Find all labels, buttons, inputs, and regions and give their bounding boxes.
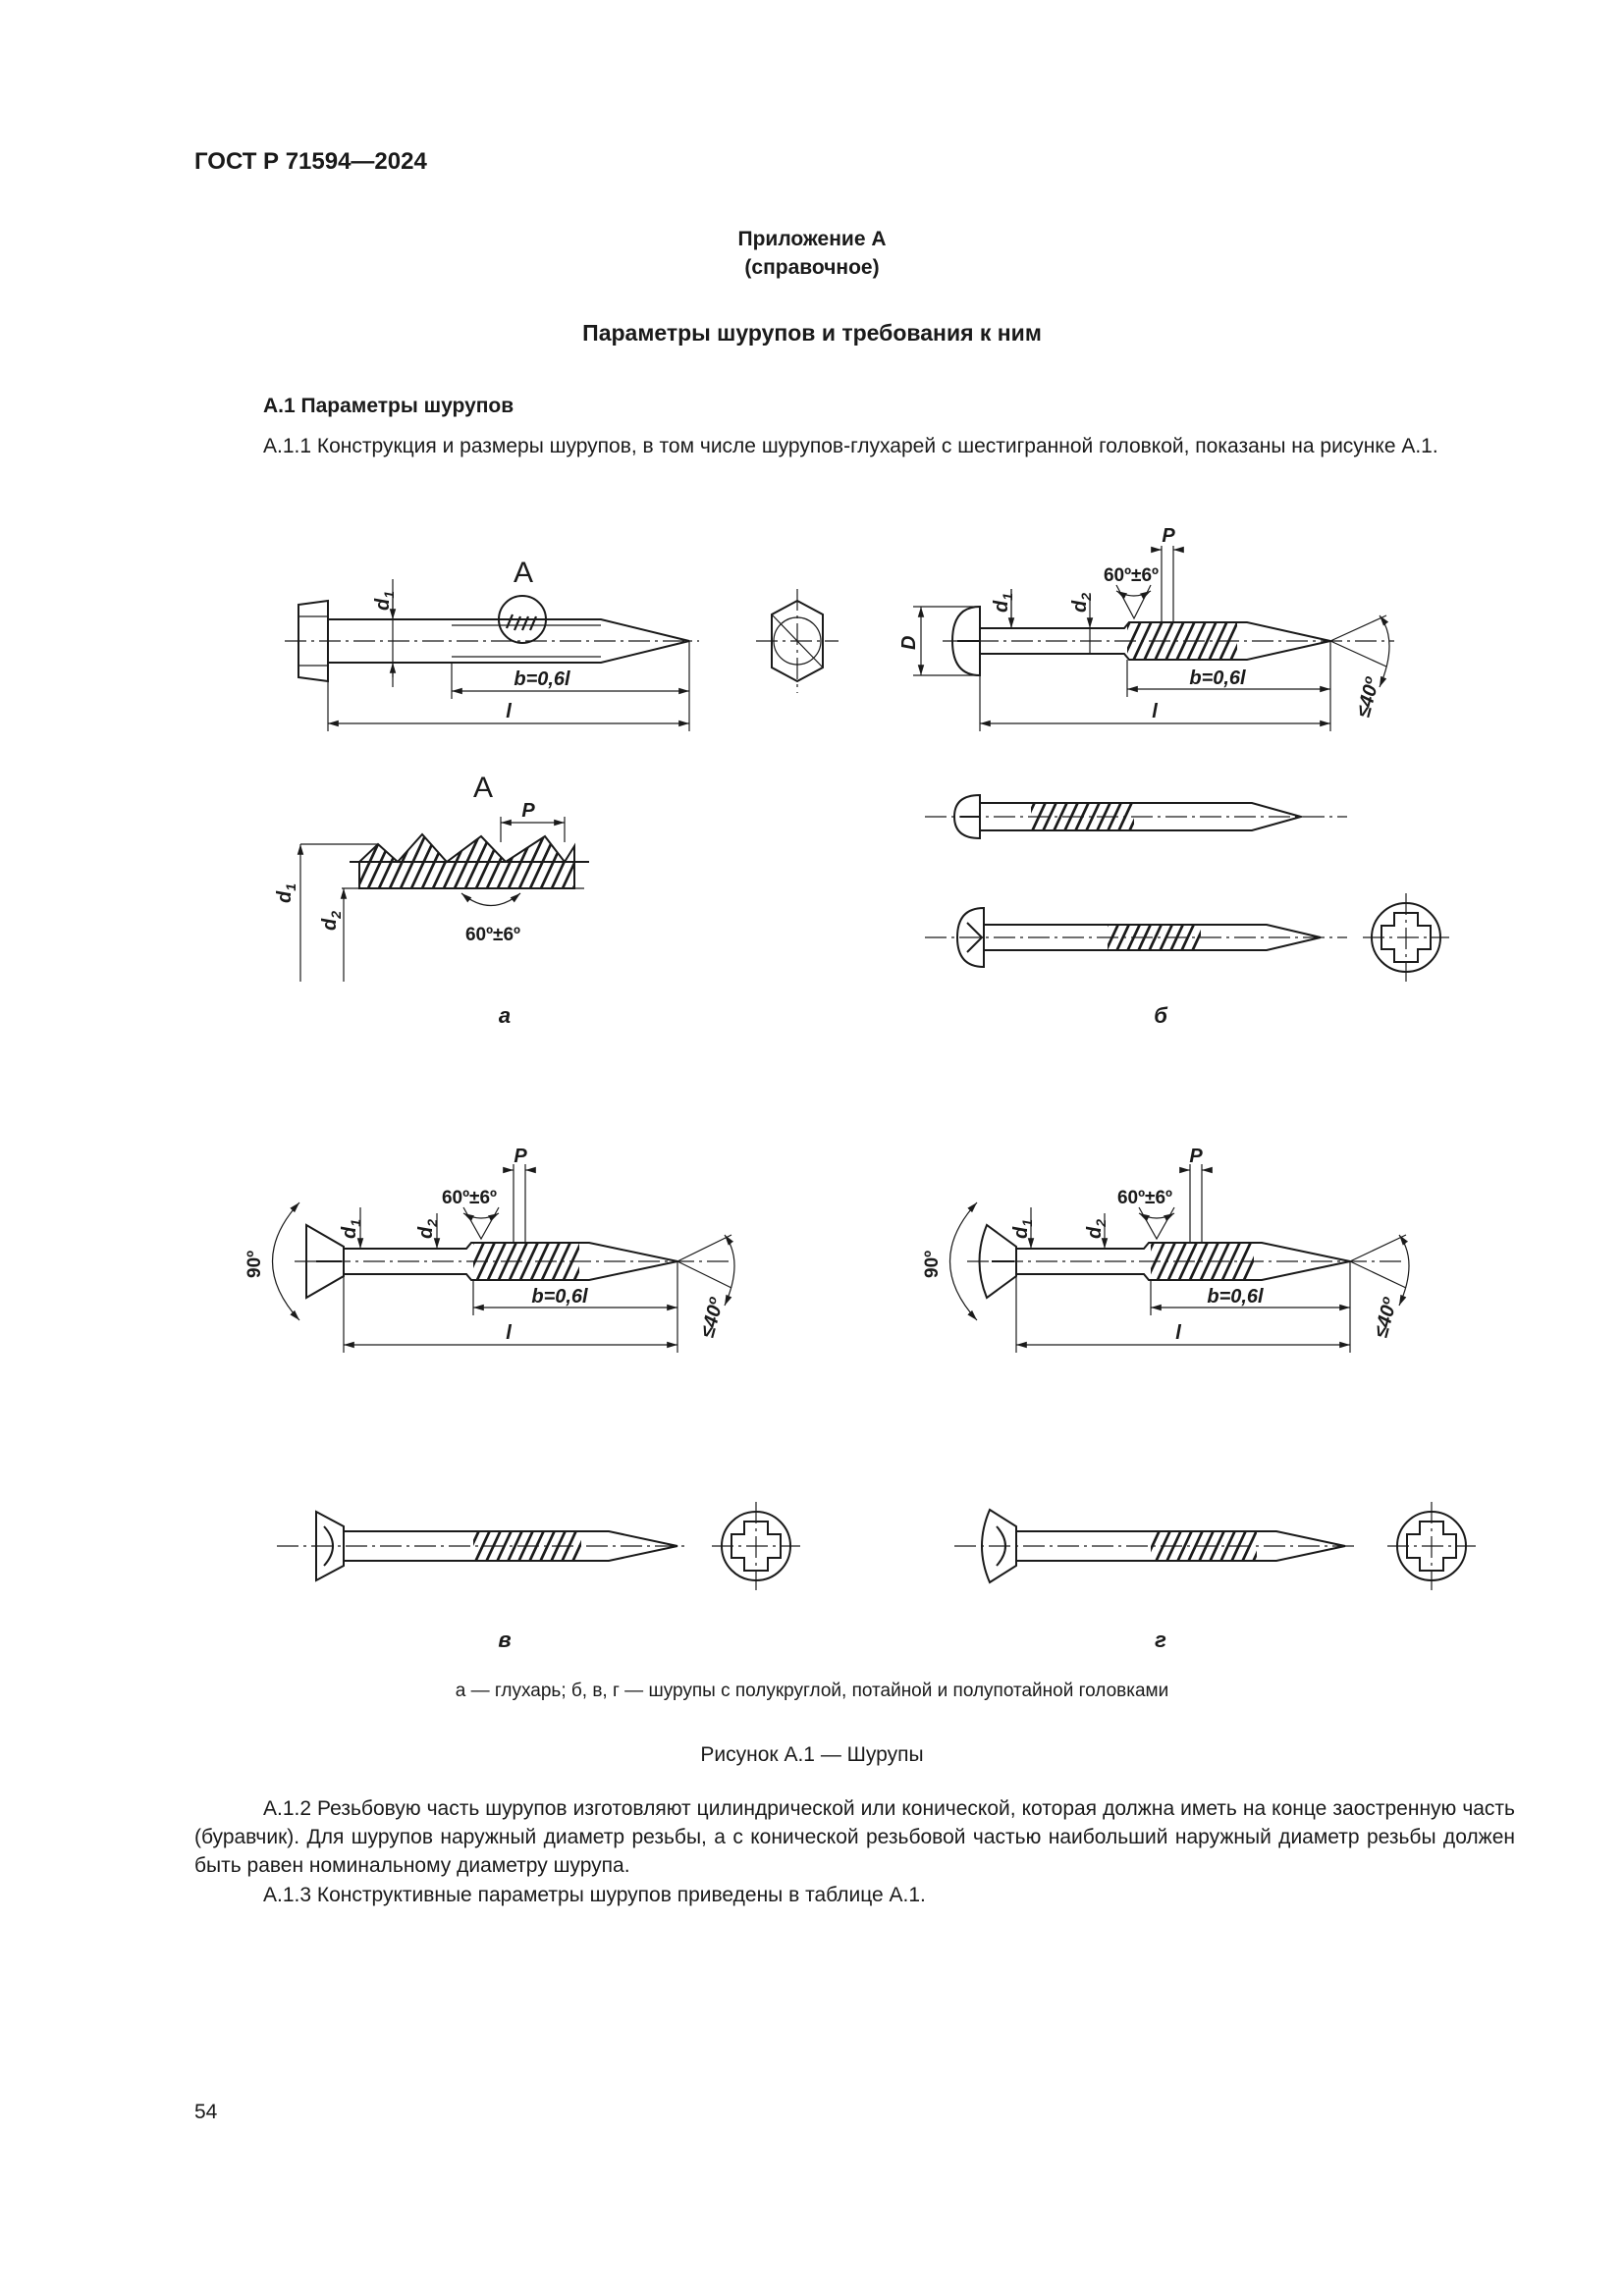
figure-legend: а — глухарь; б, в, г — шурупы с полукруглой, потайной и полупотайной головками [455,1681,1169,1701]
label-p-b: P [1162,525,1175,547]
subsection-title: А.1 Параметры шурупов [263,395,514,417]
label-p-g: P [1189,1146,1203,1167]
countersunk-screw-drawing [244,1146,734,1353]
label-d1-g: $d_1$ [1010,1218,1035,1239]
label-l-b: l [1152,701,1158,722]
oval-countersunk-screw-drawing [922,1146,1409,1353]
label-d1-v: $d_1$ [339,1218,363,1239]
sub-label-g: г [1155,1628,1166,1652]
label-d2-g: $d_2$ [1084,1218,1109,1239]
label-l-g: l [1175,1322,1181,1344]
document-code: ГОСТ Р 71594—2024 [194,148,427,175]
label-angle-b: 60º±6º [1103,565,1160,586]
detail-a-label: А [513,557,534,589]
detail-label-p: P [521,800,535,822]
label-d1-b: $d_1$ [991,592,1015,613]
label-D: D [898,635,920,650]
sub-label-a: а [498,1003,512,1028]
label-b-g: b=0,6l [1207,1286,1264,1308]
round-head-side-view [925,795,1347,838]
label-tip-b: ≤40º [1352,675,1384,721]
detail-label-d2: $d_2$ [319,910,344,931]
section-title: Параметры шурупов и требования к ним [582,320,1042,346]
label-p-v: P [514,1146,527,1167]
round-head-screw-drawing [898,525,1394,731]
detail-label-angle: 60º±6º [464,925,521,945]
label-90-g: 90º [922,1250,943,1278]
sub-label-v: в [498,1628,512,1652]
figure-caption: Рисунок А.1 — Шурупы [700,1743,924,1766]
label-d2-v: $d_2$ [415,1218,440,1239]
detail-label-d1: $d_1$ [274,882,298,903]
sub-label-b: б [1154,1003,1167,1028]
appendix-subtitle: (справочное) [744,256,880,279]
label-b-v: b=0,6l [531,1286,588,1308]
label-l-v: l [506,1322,512,1344]
label-d1: $d_1$ [372,590,397,611]
label-tip-v: ≤40º [696,1296,729,1341]
label-tip-g: ≤40º [1370,1296,1402,1341]
label-b-b: b=0,6l [1189,667,1246,689]
label-90-v: 90º [244,1250,265,1278]
oval-countersunk-phillips-view [954,1502,1476,1590]
label-angle-g: 60º±6º [1116,1188,1173,1208]
page-number: 54 [194,2101,218,2123]
label-angle-v: 60º±6º [441,1188,498,1208]
svg-text:А: А [472,772,494,804]
label-l: l [506,701,512,722]
thread-detail-a [274,772,589,982]
label-d2-b: $d_2$ [1069,592,1094,613]
label-b: b=0,6l [514,668,570,690]
paragraph-a-1-1: А.1.1 Конструкция и размеры шурупов, в том числе шурупов-глухарей с шестигранной головкой, показаны на рисунке А.1. [263,435,1438,457]
paragraph-a-1-2: А.1.2 Резьбовую часть шурупов изготовляют цилиндрической или конической, которая должна иметь на конце заостренную часть (буравчик). Для шурупов наружный диаметр резьбы, а с конической резьбовой частью наибольший наружный диаметр резьбы должен быть равен номинальному диаметру шурупа. [194,1797,1515,1877]
lag-screw-drawing [285,557,839,731]
paragraph-a-1-3: А.1.3 Конструктивные параметры шурупов приведены в таблице А.1. [263,1884,926,1906]
round-head-phillips-view [925,893,1449,982]
countersunk-phillips-view [277,1502,800,1590]
appendix-title: Приложение А [737,228,887,250]
